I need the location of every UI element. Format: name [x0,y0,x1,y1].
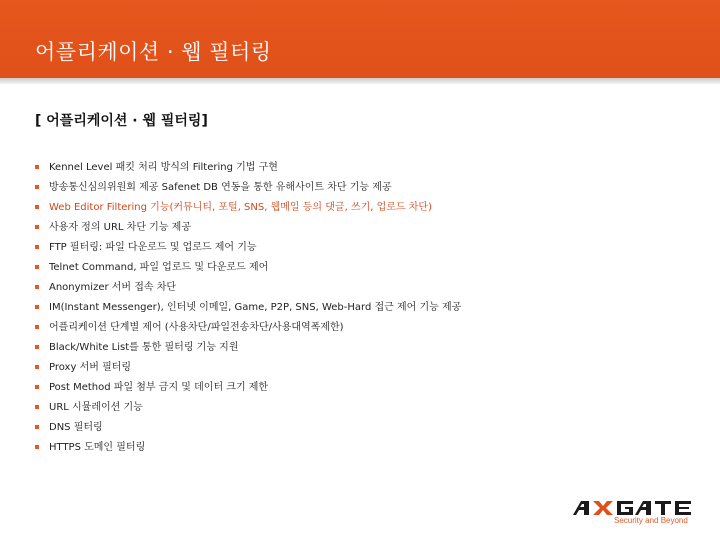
list-item-text: Post Method 파일 첨부 금지 및 데이터 크기 제한 [49,382,269,393]
bullet-icon [35,185,39,189]
bullet-icon [35,285,39,289]
list-item-text: FTP 필터링: 파일 다운로드 및 업로드 제어 기능 [49,242,257,253]
list-item-text: Anonymizer 서버 접속 차단 [49,282,177,293]
list-item-text: 사용자 정의 URL 차단 기능 제공 [49,222,191,233]
bullet-icon [35,265,39,269]
bullet-icon [35,445,39,449]
section-heading: [ 어플리케이션 · 웹 필터링] [35,113,208,129]
logo-tagline: Security and Beyond [614,516,688,525]
bullet-icon [35,365,39,369]
bullet-icon [35,425,39,429]
list-item-text: DNS 필터링 [49,422,103,433]
bullet-icon [35,385,39,389]
bullet-icon [35,165,39,169]
bullet-icon [35,305,39,309]
list-item-text: 어플리케이션 단계별 제어 (사용차단/파일전송차단/사용대역폭제한) [49,322,344,333]
list-item-text: Telnet Command, 파일 업로드 및 다운로드 제어 [49,262,269,273]
list-item-text: Web Editor Filtering 기능(커뮤니티, 포털, SNS, 웹메일 등의 댓글, 쓰기, 업로드 차단) [49,202,432,213]
list-item-text: HTTPS 도메인 필터링 [49,442,146,453]
bullet-icon [35,205,39,209]
bullet-icon [35,225,39,229]
banner-shadow [0,78,720,84]
list-item-text: URL 시뮬레이션 기능 [49,402,143,413]
list-item-text: Proxy 서버 필터링 [49,362,132,373]
bullet-icon [35,245,39,249]
list-item-text: 방송통신심의위원회 제공 Safenet DB 연동을 통한 유해사이트 차단 기능 제공 [49,182,392,193]
list-item-text: Black/White List를 통한 필터링 기능 지원 [49,342,239,353]
bullet-icon [35,405,39,409]
page-title: 어플리케이션 · 웹 필터링 [35,40,272,64]
list-item-text: Kennel Level 패킷 처리 방식의 Filtering 기법 구현 [49,162,278,173]
bullet-icon [35,325,39,329]
title-banner [0,0,720,78]
bullet-icon [35,345,39,349]
list-item-text: IM(Instant Messenger), 인터넷 이메일, Game, P2P, SNS, Web-Hard 접근 제어 기능 제공 [49,302,462,313]
